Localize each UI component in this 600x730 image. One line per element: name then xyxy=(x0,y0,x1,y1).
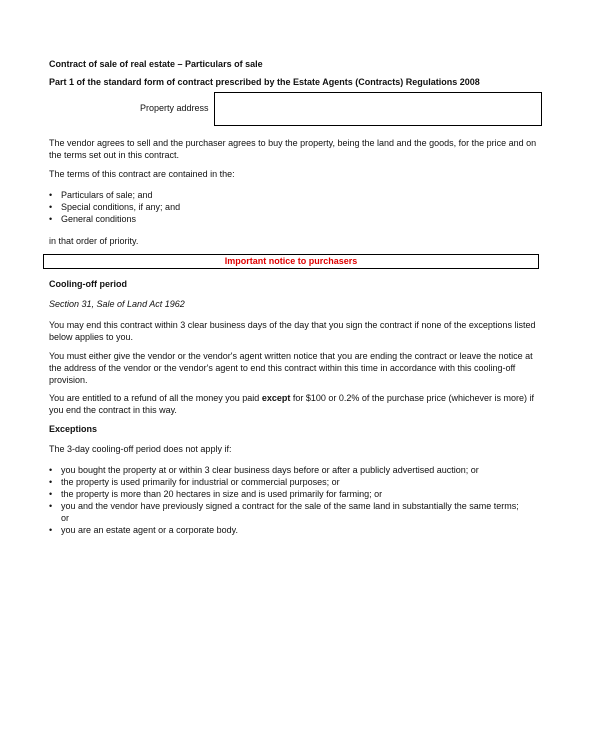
list-item: • the property is more than 20 hectares in size and is used primarily for farming; or xyxy=(49,488,524,500)
exceptions-intro: The 3-day cooling-off period does not apply if: xyxy=(49,444,232,454)
exceptions-list xyxy=(49,464,524,536)
refund-text-start: You are entitled to a refund of all the money you paid xyxy=(49,393,262,403)
cooling-off-paragraph-1: You may end this contract within 3 clear business days of the day that you sign the contract if none of the exceptions listed below applies to you. xyxy=(49,320,536,342)
notice-banner: Important notice to purchasers xyxy=(43,254,539,269)
list-item: • you and the vendor have previously signed a contract for the sale of the same land in substantially the same terms; or xyxy=(49,500,524,524)
terms-list xyxy=(49,189,180,225)
priority-text: in that order of priority. xyxy=(49,236,139,246)
document-subtitle: Part 1 of the standard form of contract prescribed by the Estate Agents (Contracts) Regulations 2008 xyxy=(49,77,480,87)
cooling-off-heading: Cooling-off period xyxy=(49,279,127,289)
list-item: • the property is used primarily for industrial or commercial purposes; or xyxy=(49,476,524,488)
cooling-off-paragraph-3 xyxy=(49,392,539,416)
intro-paragraph: The vendor agrees to sell and the purchaser agrees to buy the property, being the land and the goods, for the price and on the terms set out in this contract. xyxy=(49,138,537,160)
section-reference: Section 31, Sale of Land Act 1962 xyxy=(49,299,185,309)
refund-text-except: except xyxy=(261,393,291,403)
list-item: • you bought the property at or within 3 clear business days before or after a publicly advertised auction; or xyxy=(49,464,524,476)
refund-text-end: for $100 or 0.2% of the purchase price (whichever is more) if you end the contract in this way. xyxy=(49,393,534,415)
list-item: • Special conditions, if any; and xyxy=(49,201,180,213)
property-address-label: Property address xyxy=(140,103,209,113)
list-item: • you are an estate agent or a corporate body. xyxy=(49,524,524,536)
property-address-box xyxy=(214,92,542,126)
cooling-off-paragraph-2: You must either give the vendor or the vendor's agent written notice that you are ending the contract or leave the notice at the address of the vendor or the vendor's agent to end this contract within this time in accordance with this cooling-off provision. xyxy=(49,351,533,385)
exceptions-heading: Exceptions xyxy=(49,424,98,434)
document-title: Contract of sale of real estate – Particulars of sale xyxy=(49,59,263,69)
list-item: • General conditions xyxy=(49,213,180,225)
list-item: • Particulars of sale; and xyxy=(49,189,180,201)
terms-intro: The terms of this contract are contained in the: xyxy=(49,169,235,179)
